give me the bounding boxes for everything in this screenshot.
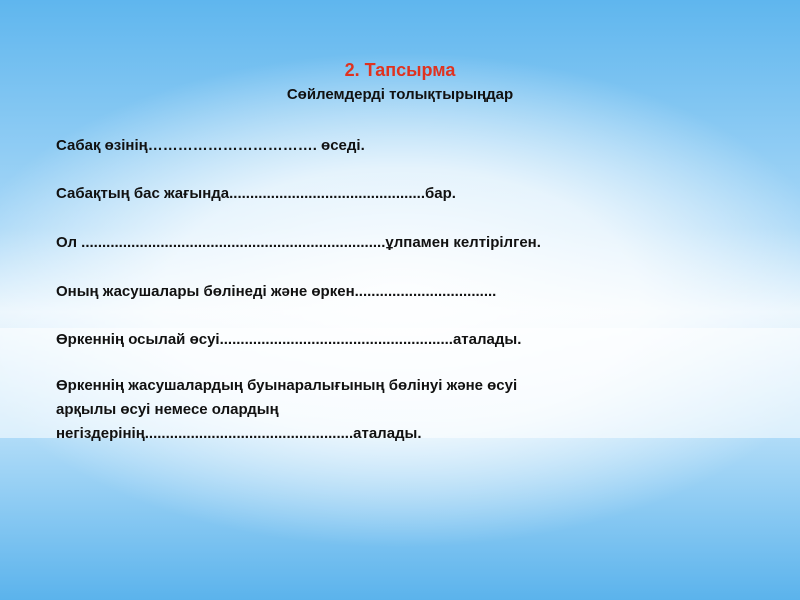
sentence-3: Ол .........................................................................ұлпамен келтірілген. <box>56 234 541 251</box>
sentence-1: Сабақ өзінің……………………………. өседі. <box>56 137 365 154</box>
sentence-6-line-1: Өркеннің жасушалардың буынаралығының бөлінуі және өсуі <box>56 377 518 394</box>
sentence-2: Сабақтың бас жағында...............................................бар. <box>56 185 456 202</box>
slide-subtitle: Сөйлемдерді толықтырыңдар <box>286 86 514 103</box>
sentence-4: Оның жасушалары бөлінеді және өркен.................................. <box>56 283 497 300</box>
sentence-6-line-2: арқылы өсуі немесе олардың <box>56 401 279 418</box>
sentence-6 <box>56 374 756 446</box>
slide-title: 2. Тапсырма <box>344 60 456 80</box>
sentence-6-line-3: негіздерінің..................................................аталады. <box>56 425 422 442</box>
sentence-5: Өркеннің осылай өсуі........................................................аталады. <box>56 331 522 348</box>
